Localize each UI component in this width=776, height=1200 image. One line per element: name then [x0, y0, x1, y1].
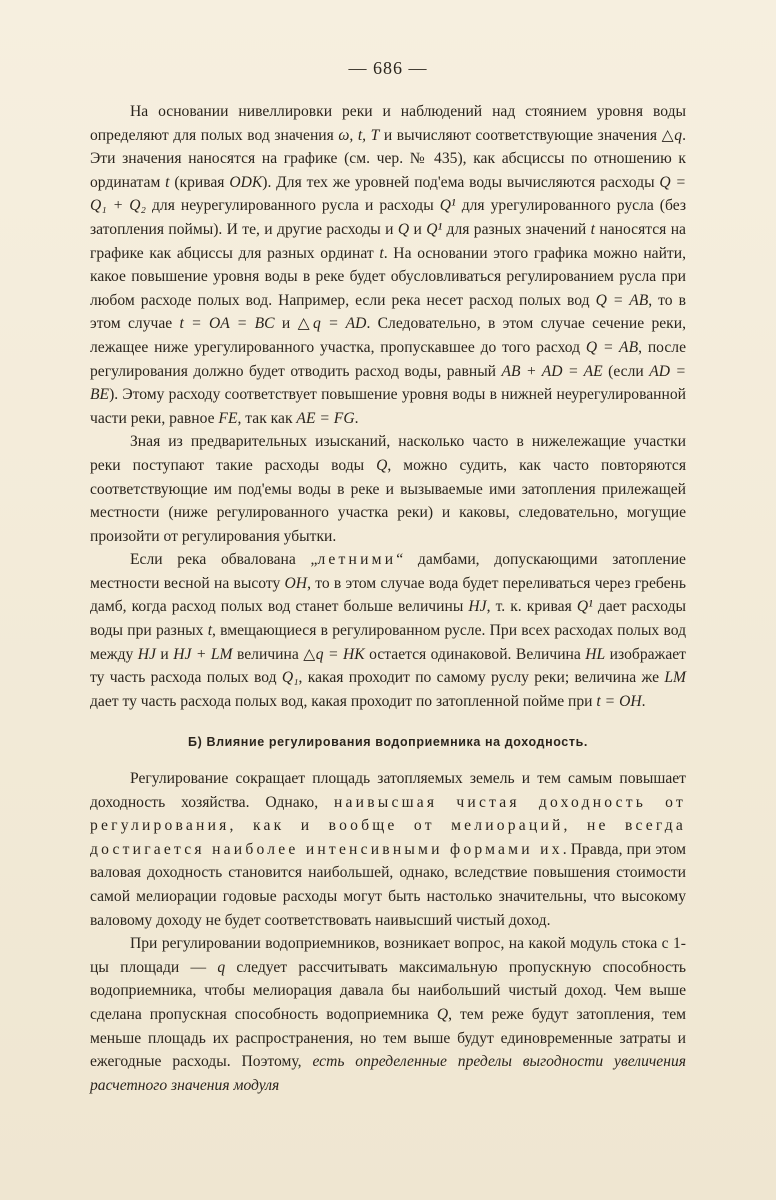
- math-expression: LM: [664, 669, 686, 687]
- text-run: и: [274, 315, 298, 333]
- math-expression: HJ: [137, 645, 156, 663]
- section-heading: [90, 731, 686, 755]
- text-run: (если: [602, 362, 650, 380]
- math-expression: △q = HK: [303, 645, 365, 663]
- math-expression: t: [165, 173, 170, 191]
- text-run: .: [641, 692, 646, 710]
- math-expression: Q¹: [439, 197, 456, 215]
- text-run: , какая проходит по самому руслу реки; величина же: [298, 669, 665, 687]
- text-run: При регулировании водоприемников, возникает вопрос, на какой модуль стока с 1-цы площади —: [90, 935, 686, 976]
- text-run: ). Этому расходу соответствует повышение уровня воды в нижней неурегулированной части реки, равное: [90, 386, 686, 427]
- text-run: (кривая: [169, 173, 230, 191]
- math-expression: q: [217, 958, 226, 976]
- text-run: , после регулирования должно будет отводить расход воды, равный: [90, 338, 686, 380]
- text-run: . На основании этого графика можно найти, какое повышение уровня воды в реке будет обусловливаться регулированием русла при любом расходе полых вод. Например, если река несет расход полых вод: [90, 244, 686, 309]
- paragraph: [90, 767, 686, 932]
- text-run: . Эти значения наносятся на графике (см. чер. № 435), как абсциссы по отношению к ординатам: [90, 126, 687, 191]
- math-expression: AD = BE: [90, 362, 686, 404]
- text-run: , то в этом случае вода будет переливаться через гребень дамб, когда расход полых вод станет больше величины: [90, 574, 686, 616]
- text-run: для урегулированного русла (без затопления поймы). И те, и другие расходы и: [90, 197, 686, 238]
- spaced-emphasis: наивысшая чистая доходность от регулирования, как и вообще от мелиораций, не всегда достигается наиболее интенсивными формами их: [90, 793, 686, 858]
- math-expression: Q¹: [576, 598, 593, 616]
- text-run: величина: [232, 645, 304, 663]
- text-run: “ дамбами, допускающими затопление местности весной на высоту: [90, 551, 686, 592]
- paragraph: [90, 100, 686, 430]
- math-expression: △q = AD: [297, 315, 367, 333]
- text-run: Регулирование сокращает площадь затопляемых земель и тем самым повышает доходность хозяйства. Однако,: [90, 770, 686, 811]
- math-expression: t = OH: [596, 692, 642, 710]
- text-run: и вычисляют соответствующие значения: [379, 126, 662, 144]
- math-expression: FE: [218, 409, 238, 427]
- body-text: [90, 100, 686, 1097]
- text-run: , вмещающиеся в регулированном русле. При всех расходах полых вод между: [90, 622, 686, 663]
- text-run: следует рассчитывать максимальную пропускную способность водоприемника, чтобы мелиорация давала бы наибольший чистый доход. Чем выше сделана пропускная способность водоприемника: [90, 958, 686, 1023]
- math-expression: ω, t, T: [338, 126, 380, 144]
- italic-emphasis: есть определенные пределы выгодности увеличения расчетного значения модуля: [90, 1053, 687, 1094]
- text-run: дает расходы воды при разных: [90, 598, 686, 640]
- text-run: .: [354, 409, 359, 427]
- text-run: , т. к. кривая: [486, 598, 577, 616]
- math-expression: Q: [436, 1005, 449, 1023]
- math-expression: Q = AB: [585, 338, 639, 356]
- math-expression: Q₁: [281, 669, 299, 687]
- math-expression: HJ + LM: [173, 645, 233, 663]
- text-run: и: [155, 645, 174, 663]
- text-run: и: [409, 220, 427, 238]
- text-run: . Следовательно, в этом случае сечение реки, лежащее ниже урегулированного участка, пропускавшее до того расход: [90, 315, 686, 356]
- text-run: Зная из предварительных изысканий, насколько часто в нижележащие участки реки поступают такие расходы воды: [90, 433, 686, 474]
- text-run: , то в этом случае: [90, 291, 686, 333]
- math-expression: Q: [376, 456, 388, 474]
- text-run: , тем реже будут затопления, тем меньше площадь их распространения, но тем выше будут единовременные затраты и ежегодные расходы. Поэтому,: [90, 1005, 686, 1071]
- math-expression: Q = Q₁ + Q₂: [90, 173, 686, 215]
- text-run: , так как: [237, 409, 297, 427]
- math-expression: Q¹: [426, 220, 443, 238]
- math-expression: △q: [661, 126, 683, 144]
- math-expression: t: [379, 244, 384, 262]
- math-expression: Q = AB: [595, 291, 649, 309]
- text-run: Б) Влияние регулирования водоприемника на доходность.: [188, 735, 588, 750]
- text-run: . Правда, при этом валовая доходность становится наибольшей, однако, вследствие повышения стоимости самой мелиорации годовые расходы могут быть настолько значительны, что высокому валовому доходу не будет соответствовать наивысший чистый доход.: [90, 840, 686, 929]
- math-expression: HL: [585, 645, 606, 663]
- math-expression: Q: [397, 220, 410, 238]
- math-expression: AE = FG: [296, 409, 355, 427]
- spaced-emphasis: летними: [317, 551, 397, 569]
- math-expression: ODK: [229, 173, 263, 191]
- math-expression: t = OA = BC: [179, 315, 275, 333]
- paragraph: [90, 932, 686, 1097]
- text-run: На основании нивеллировки реки и наблюдений над стоянием уровня воды определяют для полых вод значения: [90, 103, 686, 144]
- text-run: , можно судить, как часто повторяются соответствующие им под'емы воды в реке и вызываемые ими затопления прилежащей местности (ниже регулированного участка реки) и каковы, следовательно, могущие произойти от регулирования убытки.: [90, 456, 686, 545]
- text-run: для разных значений: [442, 220, 591, 238]
- text-run: Если река обвалована „: [130, 551, 318, 569]
- paragraph: [90, 548, 686, 713]
- page-number: — 686 —: [348, 58, 428, 78]
- text-run: изображает ту часть расхода полых вод: [90, 645, 686, 687]
- math-expression: t: [207, 622, 213, 640]
- math-expression: AB + AD = AE: [501, 362, 603, 380]
- math-expression: HJ: [468, 598, 487, 616]
- text-run: остается одинаковой. Величина: [364, 645, 586, 663]
- text-run: дает ту часть расхода полых вод, какая проходит по затопленной пойме при: [90, 692, 597, 710]
- text-run: наносятся на графике как абциссы для разных ординат: [90, 220, 686, 262]
- text-run: ). Для тех же уровней под'ема воды вычисляются расходы: [262, 173, 660, 191]
- text-run: для неурегулированного русла и расходы: [145, 197, 440, 215]
- math-expression: OH: [284, 574, 308, 592]
- math-expression: t: [590, 220, 595, 238]
- paragraph: [90, 430, 686, 548]
